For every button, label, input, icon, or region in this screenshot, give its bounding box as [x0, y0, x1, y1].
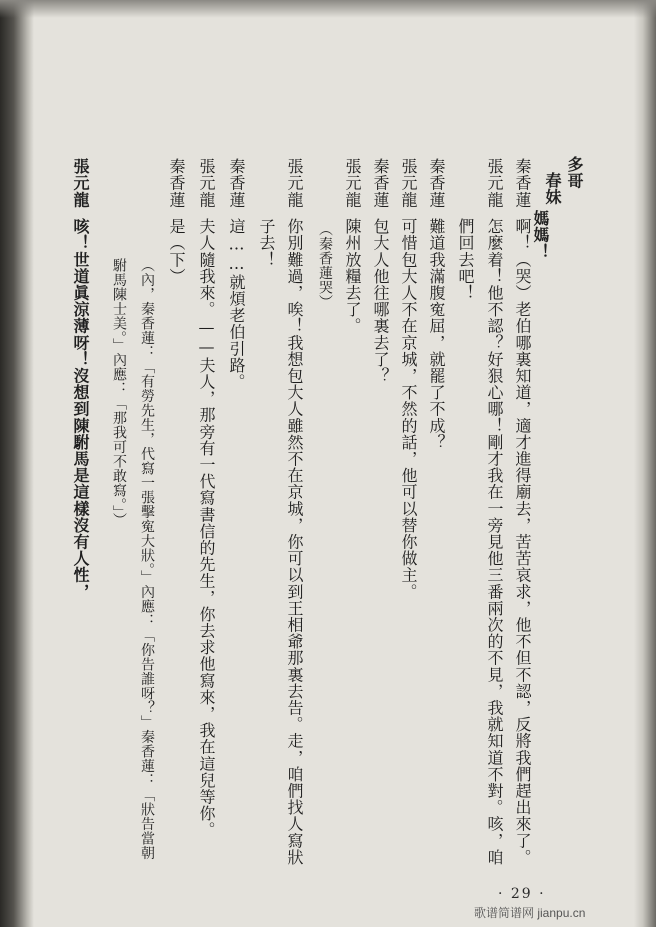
line-text: 咳！世道眞涼薄呀！沒想到陳駙馬是這樣沒有人性， — [71, 218, 90, 600]
speaker-name: 秦香蓮 — [227, 158, 246, 208]
speaker-name: 秦香蓮 — [427, 158, 446, 208]
speaker-name: 張元龍 — [71, 158, 90, 208]
speaker-name: 秦香蓮 — [371, 158, 390, 208]
speaker-name: 張元龍 — [485, 158, 504, 208]
chorus-speaker-2: 春妹 — [543, 172, 562, 206]
speaker-name: 張元龍 — [343, 158, 362, 208]
speaker-name: 張元龍 — [197, 158, 216, 208]
line-text: 媽媽！ — [531, 210, 550, 260]
speaker-name: 張元龍 — [285, 158, 304, 208]
line-text: 啊！（哭）老伯哪裏知道，適才進得廟去，苦苦哀求，他不但不認，反將我們趕出來了。 — [513, 218, 532, 866]
speaker-name: 秦香蓮 — [167, 158, 186, 208]
line-text: 怎麼着！他不認？好狠心哪！剛才我在一旁見他三番兩次的不見，我就知道不對。咳，咱 — [485, 218, 504, 866]
scan-shadow-right — [634, 0, 656, 927]
offstage-note: 駙馬陳士美。」內應：「那我可不敢寫。」） — [111, 258, 127, 527]
line-text: 子去！ — [257, 218, 276, 268]
watermark-text: 歌谱简谱网 jianpu.cn — [474, 906, 586, 920]
page-number: · 29 · — [498, 886, 546, 902]
line-text: 夫人隨我來。——夫人，那旁有一代寫書信的先生，你去求他寫來，我在這兒等你。 — [197, 218, 216, 839]
scan-shadow-top — [0, 0, 656, 18]
stage-direction: （秦香蓮哭） — [317, 222, 333, 309]
speaker-name: 秦香蓮 — [513, 158, 532, 208]
line-text: 難道我滿腹寃屈，就罷了不成？ — [427, 218, 446, 451]
speaker-name: 張元龍 — [399, 158, 418, 208]
line-text: 們回去吧！ — [456, 218, 475, 301]
line-text: 你別難過，唉！我想包大人雖然不在京城，你可以到王相爺那裏去告。走，咱們找人寫狀 — [285, 218, 304, 866]
line-text: 可惜包大人不在京城，不然的話，他可以替你做主。 — [399, 218, 418, 600]
line-text: 是（下） — [167, 218, 186, 285]
offstage-note: （內，秦香蓮：「有勞先生，代寫一張擊寃大狀。」內應：「你告誰呀？」秦香蓮：「狀告當朝 — [139, 258, 155, 860]
chorus-speaker-1: 多哥 — [565, 156, 584, 190]
line-text: 陳州放糧去了。 — [343, 218, 362, 335]
line-text: 包大人他往哪裏去了？ — [371, 218, 390, 384]
line-text: 這……就煩老伯引路。 — [227, 218, 246, 390]
scan-shadow-left — [0, 0, 34, 927]
